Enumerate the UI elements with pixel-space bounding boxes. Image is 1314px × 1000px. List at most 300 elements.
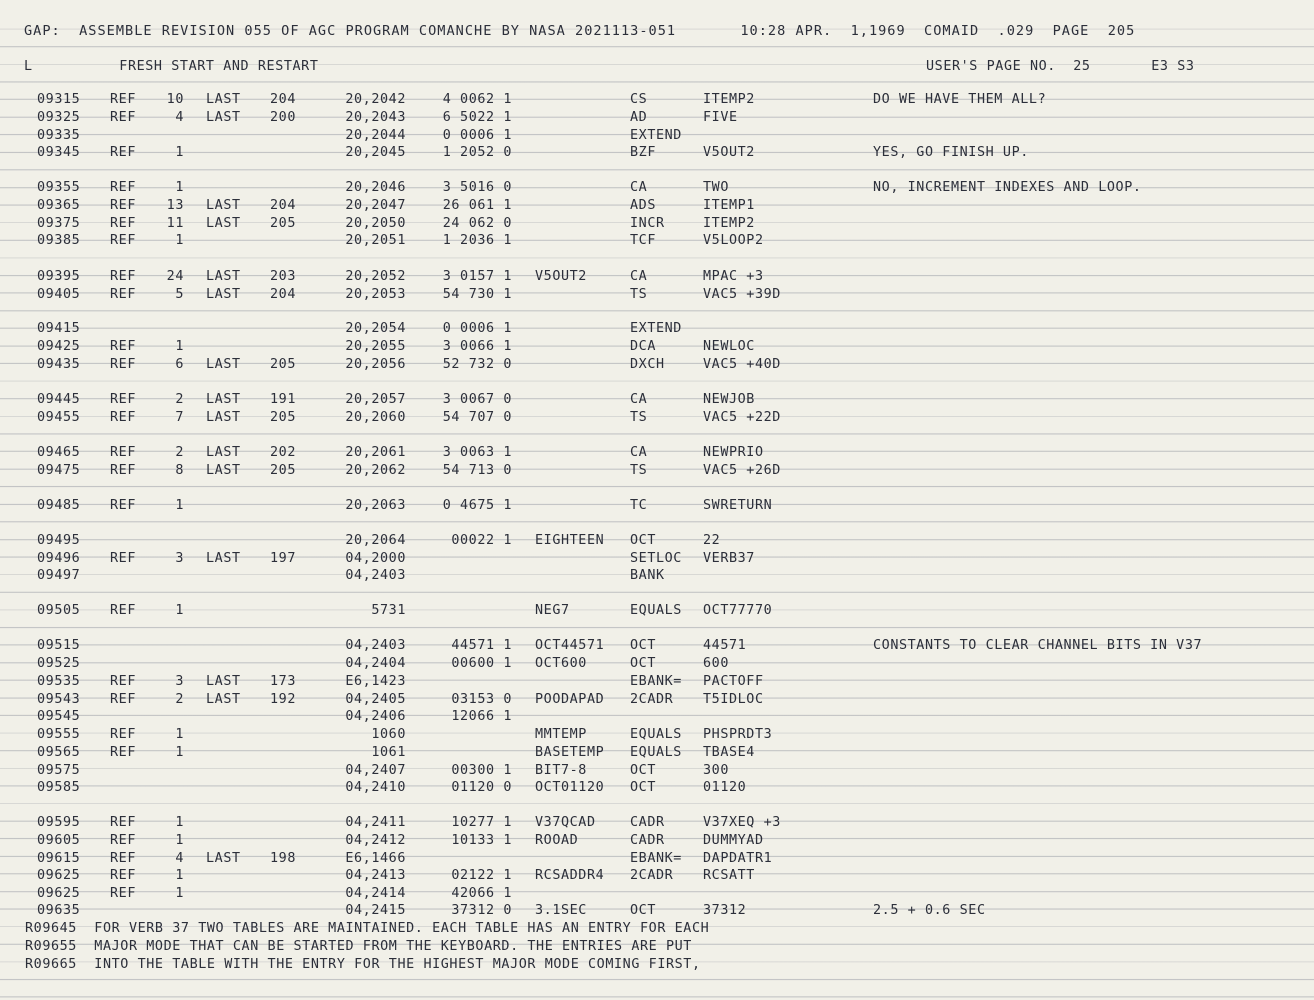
label: OCT44571 — [535, 638, 605, 653]
ref-count: 1 — [175, 745, 184, 760]
sequence-number: 09375 — [37, 216, 81, 231]
object-code: 3 0067 0 — [442, 392, 512, 407]
last-page: 204 — [270, 287, 296, 302]
listing-row — [0, 197, 1314, 215]
ref-count: 1 — [175, 498, 184, 513]
address: E6,1423 — [345, 674, 406, 689]
opcode: OCT — [630, 656, 656, 671]
operand: V37XEQ +3 — [703, 815, 781, 830]
label: BIT7-8 — [535, 763, 587, 778]
object-code: 52 732 0 — [442, 357, 512, 372]
listing-row — [0, 691, 1314, 709]
opcode: INCR — [630, 216, 665, 231]
sequence-number: 09355 — [37, 180, 81, 195]
opcode: CA — [630, 445, 648, 460]
operand: NEWLOC — [703, 339, 755, 354]
address: 1061 — [371, 745, 406, 760]
last-page: 173 — [270, 674, 296, 689]
label: 3.1SEC — [535, 903, 587, 918]
object-code: 6 5022 1 — [442, 110, 512, 125]
listing-row — [0, 179, 1314, 197]
opcode: OCT — [630, 780, 656, 795]
object-code: 37312 0 — [451, 903, 512, 918]
opcode: EBANK= — [630, 851, 682, 866]
listing-row — [0, 708, 1314, 726]
opcode: TC — [630, 498, 648, 513]
address: 20,2050 — [345, 216, 406, 231]
listing-row — [0, 338, 1314, 356]
sequence-number: 09535 — [37, 674, 81, 689]
sequence-number: 09625 — [37, 886, 81, 901]
last-page: 191 — [270, 392, 296, 407]
object-code: 1 2036 1 — [442, 233, 512, 248]
listing-row — [0, 814, 1314, 832]
ref-count: 11 — [166, 216, 184, 231]
object-code: 3 0063 1 — [442, 445, 512, 460]
sequence-number: 09315 — [37, 92, 81, 107]
opcode: TS — [630, 287, 648, 302]
opcode: 2CADR — [630, 868, 674, 883]
ref-count: 1 — [175, 145, 184, 160]
listing-row — [0, 444, 1314, 462]
object-code: 01120 0 — [451, 780, 512, 795]
object-code: 3 5016 0 — [442, 180, 512, 195]
remark-line: R09655 MAJOR MODE THAT CAN BE STARTED FROM THE KEYBOARD. THE ENTRIES ARE PUT — [25, 939, 692, 954]
listing-row — [0, 320, 1314, 338]
opcode: BZF — [630, 145, 656, 160]
label: MMTEMP — [535, 727, 587, 742]
sequence-number: 09395 — [37, 269, 81, 284]
opcode: CA — [630, 269, 648, 284]
operand: PACTOFF — [703, 674, 764, 689]
label: V5OUT2 — [535, 269, 587, 284]
opcode: TS — [630, 410, 648, 425]
address: 20,2045 — [345, 145, 406, 160]
comment: NO, INCREMENT INDEXES AND LOOP. — [873, 180, 1142, 195]
ref-count: 1 — [175, 727, 184, 742]
address: 1060 — [371, 727, 406, 742]
opcode: CA — [630, 392, 648, 407]
sequence-number: 09545 — [37, 709, 81, 724]
last-marker: LAST — [206, 674, 241, 689]
ref-marker: REF — [110, 498, 136, 513]
operand: VAC5 +22D — [703, 410, 781, 425]
ref-marker: REF — [110, 180, 136, 195]
ref-marker: REF — [110, 674, 136, 689]
address: 04,2406 — [345, 709, 406, 724]
last-page: 192 — [270, 692, 296, 707]
operand: VAC5 +26D — [703, 463, 781, 478]
listing-row — [0, 550, 1314, 568]
address: 20,2051 — [345, 233, 406, 248]
address: 20,2062 — [345, 463, 406, 478]
opcode: EXTEND — [630, 321, 682, 336]
object-code: 24 062 0 — [442, 216, 512, 231]
ref-marker: REF — [110, 233, 136, 248]
address: 20,2064 — [345, 533, 406, 548]
opcode: EQUALS — [630, 603, 682, 618]
last-page: 204 — [270, 198, 296, 213]
object-code: 54 713 0 — [442, 463, 512, 478]
ref-count: 7 — [175, 410, 184, 425]
comment: CONSTANTS TO CLEAR CHANNEL BITS IN V37 — [873, 638, 1203, 653]
last-page: 203 — [270, 269, 296, 284]
ref-count: 10 — [166, 92, 184, 107]
listing-row — [0, 286, 1314, 304]
object-code: 54 730 1 — [442, 287, 512, 302]
object-code: 00300 1 — [451, 763, 512, 778]
object-code: 4 0062 1 — [442, 92, 512, 107]
ref-count: 24 — [166, 269, 184, 284]
object-code: 0 0006 1 — [442, 321, 512, 336]
sequence-number: 09505 — [37, 603, 81, 618]
label: RCSADDR4 — [535, 868, 605, 883]
address: 04,2404 — [345, 656, 406, 671]
ref-count: 13 — [166, 198, 184, 213]
operand: DAPDATR1 — [703, 851, 773, 866]
sequence-number: 09325 — [37, 110, 81, 125]
listing-row — [0, 532, 1314, 550]
opcode: ADS — [630, 198, 656, 213]
sequence-number: 09575 — [37, 763, 81, 778]
address: 20,2052 — [345, 269, 406, 284]
ref-marker: REF — [110, 92, 136, 107]
sequence-number: 09515 — [37, 638, 81, 653]
operand: ITEMP2 — [703, 216, 755, 231]
opcode: EBANK= — [630, 674, 682, 689]
sequence-number: 09525 — [37, 656, 81, 671]
operand: 300 — [703, 763, 729, 778]
last-page: 205 — [270, 410, 296, 425]
object-code: 42066 1 — [451, 886, 512, 901]
sequence-number: 09455 — [37, 410, 81, 425]
last-page: 202 — [270, 445, 296, 460]
address: 5731 — [371, 603, 406, 618]
address: 04,2412 — [345, 833, 406, 848]
sequence-number: 09497 — [37, 568, 81, 583]
last-page: 197 — [270, 551, 296, 566]
opcode: OCT — [630, 903, 656, 918]
address: 04,2403 — [345, 568, 406, 583]
operand: V5OUT2 — [703, 145, 755, 160]
opcode: CADR — [630, 833, 665, 848]
remark-line: R09645 FOR VERB 37 TWO TABLES ARE MAINTAINED. EACH TABLE HAS AN ENTRY FOR EACH — [25, 921, 710, 936]
sequence-number: 09635 — [37, 903, 81, 918]
ref-count: 1 — [175, 886, 184, 901]
ref-marker: REF — [110, 269, 136, 284]
operand: DUMMYAD — [703, 833, 764, 848]
object-code: 02122 1 — [451, 868, 512, 883]
opcode: SETLOC — [630, 551, 682, 566]
listing-row — [0, 356, 1314, 374]
last-marker: LAST — [206, 392, 241, 407]
listing-row — [0, 850, 1314, 868]
address: 04,2411 — [345, 815, 406, 830]
listing-row — [0, 215, 1314, 233]
ref-count: 1 — [175, 233, 184, 248]
sequence-number: 09543 — [37, 692, 81, 707]
label: V37QCAD — [535, 815, 596, 830]
last-marker: LAST — [206, 445, 241, 460]
ref-marker: REF — [110, 198, 136, 213]
operand: RCSATT — [703, 868, 755, 883]
label: OCT600 — [535, 656, 587, 671]
address: 20,2043 — [345, 110, 406, 125]
ref-marker: REF — [110, 410, 136, 425]
last-marker: LAST — [206, 110, 241, 125]
sequence-number: 09485 — [37, 498, 81, 513]
listing-row — [0, 637, 1314, 655]
label: ROOAD — [535, 833, 579, 848]
address: E6,1466 — [345, 851, 406, 866]
ref-count: 6 — [175, 357, 184, 372]
opcode: DCA — [630, 339, 656, 354]
ref-marker: REF — [110, 392, 136, 407]
listing-row — [0, 144, 1314, 162]
ref-count: 5 — [175, 287, 184, 302]
address: 20,2055 — [345, 339, 406, 354]
ref-marker: REF — [110, 287, 136, 302]
operand: T5IDLOC — [703, 692, 764, 707]
listing-row — [0, 779, 1314, 797]
opcode: TS — [630, 463, 648, 478]
opcode: CADR — [630, 815, 665, 830]
operand: SWRETURN — [703, 498, 773, 513]
object-code: 00600 1 — [451, 656, 512, 671]
ref-count: 1 — [175, 868, 184, 883]
ref-count: 1 — [175, 180, 184, 195]
address: 20,2056 — [345, 357, 406, 372]
listing-row — [0, 91, 1314, 109]
opcode: AD — [630, 110, 648, 125]
listing-row — [0, 867, 1314, 885]
address: 04,2415 — [345, 903, 406, 918]
object-code: 03153 0 — [451, 692, 512, 707]
last-marker: LAST — [206, 410, 241, 425]
last-marker: LAST — [206, 287, 241, 302]
sequence-number: 09335 — [37, 128, 81, 143]
sequence-number: 09496 — [37, 551, 81, 566]
sequence-number: 09345 — [37, 145, 81, 160]
listing-row — [0, 497, 1314, 515]
ref-count: 1 — [175, 603, 184, 618]
last-marker: LAST — [206, 851, 241, 866]
label: OCT01120 — [535, 780, 605, 795]
opcode: 2CADR — [630, 692, 674, 707]
ref-count: 2 — [175, 692, 184, 707]
operand: PHSPRDT3 — [703, 727, 773, 742]
opcode: CS — [630, 92, 648, 107]
comment: 2.5 + 0.6 SEC — [873, 903, 986, 918]
object-code: 0 4675 1 — [442, 498, 512, 513]
last-marker: LAST — [206, 463, 241, 478]
ref-marker: REF — [110, 145, 136, 160]
operand: 600 — [703, 656, 729, 671]
ref-count: 8 — [175, 463, 184, 478]
sequence-number: 09605 — [37, 833, 81, 848]
sequence-number: 09475 — [37, 463, 81, 478]
last-marker: LAST — [206, 92, 241, 107]
object-code: 00022 1 — [451, 533, 512, 548]
sequence-number: 09435 — [37, 357, 81, 372]
ref-marker: REF — [110, 551, 136, 566]
object-code: 54 707 0 — [442, 410, 512, 425]
operand: OCT77770 — [703, 603, 773, 618]
label: EIGHTEEN — [535, 533, 605, 548]
sequence-number: 09425 — [37, 339, 81, 354]
opcode: OCT — [630, 763, 656, 778]
operand: ITEMP2 — [703, 92, 755, 107]
ref-count: 1 — [175, 815, 184, 830]
last-marker: LAST — [206, 692, 241, 707]
opcode: TCF — [630, 233, 656, 248]
address: 20,2046 — [345, 180, 406, 195]
sequence-number: 09385 — [37, 233, 81, 248]
ref-marker: REF — [110, 216, 136, 231]
last-marker: LAST — [206, 551, 241, 566]
last-marker: LAST — [206, 216, 241, 231]
sequence-number: 09415 — [37, 321, 81, 336]
ref-marker: REF — [110, 727, 136, 742]
last-marker: LAST — [206, 357, 241, 372]
listing-row — [0, 902, 1314, 920]
operand: TWO — [703, 180, 729, 195]
ref-count: 4 — [175, 110, 184, 125]
listing-row — [0, 673, 1314, 691]
listing-row — [0, 762, 1314, 780]
label: BASETEMP — [535, 745, 605, 760]
sequence-number: 09365 — [37, 198, 81, 213]
operand: MPAC +3 — [703, 269, 764, 284]
listing-row — [0, 726, 1314, 744]
ref-count: 3 — [175, 674, 184, 689]
sequence-number: 09495 — [37, 533, 81, 548]
address: 04,2414 — [345, 886, 406, 901]
opcode: OCT — [630, 533, 656, 548]
object-code: 3 0066 1 — [442, 339, 512, 354]
ref-marker: REF — [110, 815, 136, 830]
ref-marker: REF — [110, 463, 136, 478]
address: 20,2042 — [345, 92, 406, 107]
listing-row — [0, 127, 1314, 145]
object-code: 1 2052 0 — [442, 145, 512, 160]
last-page: 198 — [270, 851, 296, 866]
operand: NEWPRIO — [703, 445, 764, 460]
operand: ITEMP1 — [703, 198, 755, 213]
opcode: DXCH — [630, 357, 665, 372]
listing-row — [0, 655, 1314, 673]
opcode: EXTEND — [630, 128, 682, 143]
last-page: 204 — [270, 92, 296, 107]
opcode: EQUALS — [630, 745, 682, 760]
operand: VAC5 +40D — [703, 357, 781, 372]
last-page: 205 — [270, 357, 296, 372]
sequence-number: 09445 — [37, 392, 81, 407]
opcode: EQUALS — [630, 727, 682, 742]
address: 20,2054 — [345, 321, 406, 336]
ref-count: 2 — [175, 445, 184, 460]
section-title: L FRESH START AND RESTART — [24, 59, 319, 74]
operand: VAC5 +39D — [703, 287, 781, 302]
last-page: 205 — [270, 216, 296, 231]
ref-marker: REF — [110, 692, 136, 707]
opcode: BANK — [630, 568, 665, 583]
listing-row — [0, 885, 1314, 903]
object-code: 10277 1 — [451, 815, 512, 830]
address: 04,2405 — [345, 692, 406, 707]
address: 20,2063 — [345, 498, 406, 513]
ref-count: 3 — [175, 551, 184, 566]
sequence-number: 09595 — [37, 815, 81, 830]
sequence-number: 09625 — [37, 868, 81, 883]
address: 20,2053 — [345, 287, 406, 302]
listing-row — [0, 391, 1314, 409]
listing-row — [0, 268, 1314, 286]
operand: NEWJOB — [703, 392, 755, 407]
ref-count: 4 — [175, 851, 184, 866]
sequence-number: 09405 — [37, 287, 81, 302]
listing-row — [0, 232, 1314, 250]
page-header: GAP: ASSEMBLE REVISION 055 OF AGC PROGRAM COMANCHE BY NASA 2021113-051 10:28 APR. 1,1969 COMAID .029 PAGE 205 — [24, 23, 1136, 39]
ref-marker: REF — [110, 357, 136, 372]
address: 04,2403 — [345, 638, 406, 653]
sequence-number: 09465 — [37, 445, 81, 460]
opcode: OCT — [630, 638, 656, 653]
listing-row — [0, 744, 1314, 762]
sequence-number: 09555 — [37, 727, 81, 742]
sequence-number: 09565 — [37, 745, 81, 760]
last-page: 200 — [270, 110, 296, 125]
ref-marker: REF — [110, 445, 136, 460]
sequence-number: 09615 — [37, 851, 81, 866]
object-code: 26 061 1 — [442, 198, 512, 213]
last-marker: LAST — [206, 198, 241, 213]
operand: 37312 — [703, 903, 747, 918]
address: 20,2044 — [345, 128, 406, 143]
ref-marker: REF — [110, 886, 136, 901]
ref-marker: REF — [110, 110, 136, 125]
operand: FIVE — [703, 110, 738, 125]
address: 04,2410 — [345, 780, 406, 795]
listing-row — [0, 109, 1314, 127]
operand: 44571 — [703, 638, 747, 653]
remark-line: R09665 INTO THE TABLE WITH THE ENTRY FOR THE HIGHEST MAJOR MODE COMING FIRST, — [25, 957, 701, 972]
ref-count: 1 — [175, 833, 184, 848]
object-code: 0 0006 1 — [442, 128, 512, 143]
listing-row — [0, 409, 1314, 427]
address: 04,2413 — [345, 868, 406, 883]
ref-marker: REF — [110, 339, 136, 354]
ref-marker: REF — [110, 833, 136, 848]
ref-count: 2 — [175, 392, 184, 407]
address: 04,2407 — [345, 763, 406, 778]
ref-count: 1 — [175, 339, 184, 354]
address: 20,2047 — [345, 198, 406, 213]
users-page-number: USER'S PAGE NO. 25 E3 S3 — [926, 59, 1195, 74]
label: NEG7 — [535, 603, 570, 618]
listing-row — [0, 832, 1314, 850]
ref-marker: REF — [110, 603, 136, 618]
listing-row — [0, 567, 1314, 585]
opcode: CA — [630, 180, 648, 195]
operand: VERB37 — [703, 551, 755, 566]
operand: 01120 — [703, 780, 747, 795]
comment: YES, GO FINISH UP. — [873, 145, 1029, 160]
address: 04,2000 — [345, 551, 406, 566]
last-marker: LAST — [206, 269, 241, 284]
object-code: 3 0157 1 — [442, 269, 512, 284]
operand: V5LOOP2 — [703, 233, 764, 248]
